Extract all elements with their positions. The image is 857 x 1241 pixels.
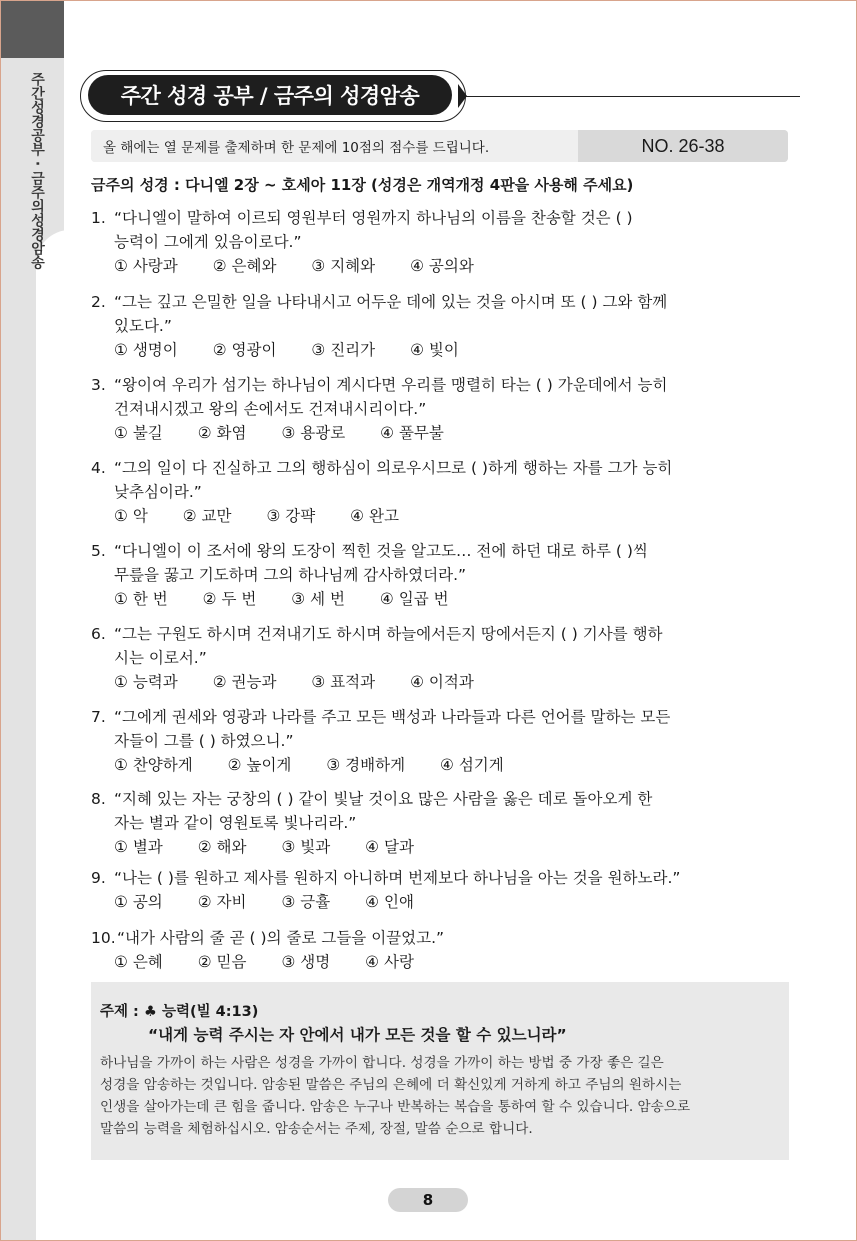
scripture-scope: 금주의 성경 : 다니엘 2장 ~ 호세아 11장 (성경은 개역개정 4판을 사용해 주세요) bbox=[91, 176, 634, 194]
options bbox=[114, 890, 444, 914]
option: ④ 달과 bbox=[365, 838, 414, 856]
question-text-line: 시는 이로서.” bbox=[114, 649, 207, 667]
question-text-line: “다니엘이 이 조서에 왕의 도장이 찍힌 것을 알고도… 전에 하던 대로 하루 ( )씩 bbox=[114, 542, 648, 560]
question-number: 1. bbox=[91, 209, 106, 227]
question-text-line: “지혜 있는 자는 궁창의 ( ) 같이 빛날 것이요 많은 사람을 옳은 데로 돌아오게 한 bbox=[114, 790, 653, 808]
question-number: 4. bbox=[91, 459, 106, 477]
issue-number: NO. 26-38 bbox=[578, 130, 788, 162]
theme-title: 주제 : ♣ 능력(빌 4:13) bbox=[100, 1004, 259, 1020]
options bbox=[114, 338, 489, 362]
question-text-line: “그에게 권세와 영광과 나라를 주고 모든 백성과 나라들과 다른 언어를 말하는 모든 bbox=[114, 708, 671, 726]
option: ① 사랑과 bbox=[114, 257, 178, 275]
theme-body-line: 말씀의 능력을 체험하십시오. 암송순서는 주제, 장절, 말씀 순으로 합니다. bbox=[100, 1121, 533, 1137]
option: ④ 사랑 bbox=[365, 953, 414, 971]
question-text-line: 무릎을 꿇고 기도하며 그의 하나님께 감사하였더라.” bbox=[114, 566, 467, 584]
option: ④ 빛이 bbox=[410, 341, 459, 359]
option: ① 찬양하게 bbox=[114, 756, 193, 774]
question-number: 9. bbox=[91, 869, 106, 887]
question-text-line: 능력이 그에게 있음이로다.” bbox=[114, 233, 302, 251]
question-text-line: “그는 구원도 하시며 건져내기도 하시며 하늘에서든지 땅에서든지 ( ) 기사를 행하 bbox=[114, 625, 663, 643]
option: ② 두 번 bbox=[202, 590, 257, 608]
option: ③ 빛과 bbox=[281, 838, 331, 856]
question-number: 3. bbox=[91, 376, 106, 394]
options bbox=[114, 950, 444, 974]
option: ③ 긍휼 bbox=[281, 893, 331, 911]
option: ① 악 bbox=[114, 507, 148, 525]
question-text-line: 낮추심이라.” bbox=[114, 483, 202, 501]
option: ② 높이게 bbox=[227, 756, 292, 774]
options bbox=[114, 504, 429, 528]
option: ② 화염 bbox=[197, 424, 247, 442]
option: ② 해와 bbox=[197, 838, 247, 856]
options bbox=[114, 670, 504, 694]
question-text-line: “왕이여 우리가 섬기는 하나님이 계시다면 우리를 맹렬히 타는 ( ) 가운데에서 능히 bbox=[114, 376, 668, 394]
question-number: 10. bbox=[91, 929, 116, 947]
option: ④ 섬기게 bbox=[440, 756, 504, 774]
question-text-line: “다니엘이 말하여 이르되 영원부터 영원까지 하나님의 이름을 찬송할 것은 ( ) bbox=[114, 209, 633, 227]
question-text-line: 있도다.” bbox=[114, 317, 172, 335]
option: ① 별과 bbox=[114, 838, 163, 856]
option: ④ 일곱 번 bbox=[379, 590, 449, 608]
theme-body-line: 하나님을 가까이 하는 사람은 성경을 가까이 합니다. 성경을 가까이 하는 방법 중 가장 좋은 길은 bbox=[100, 1055, 664, 1071]
options bbox=[114, 421, 474, 445]
option: ③ 경배하게 bbox=[326, 756, 406, 774]
question-number: 7. bbox=[91, 708, 106, 726]
option: ② 은혜와 bbox=[212, 257, 277, 275]
theme-body-line: 성경을 암송하는 것입니다. 암송된 말씀은 주님의 은혜에 더 확신있게 거하게 하고 주님의 원하시는 bbox=[100, 1077, 682, 1093]
question-text-line: 자들이 그를 ( ) 하였으니.” bbox=[114, 732, 294, 750]
question-number: 6. bbox=[91, 625, 106, 643]
option: ① 은혜 bbox=[114, 953, 163, 971]
header-rule bbox=[462, 96, 800, 97]
option: ① 한 번 bbox=[114, 590, 168, 608]
question-number: 5. bbox=[91, 542, 106, 560]
options bbox=[114, 587, 479, 611]
option: ④ 인애 bbox=[365, 893, 414, 911]
option: ① 불길 bbox=[114, 424, 163, 442]
option: ③ 지혜와 bbox=[311, 257, 376, 275]
option: ④ 공의와 bbox=[410, 257, 474, 275]
question-text-line: 건져내시겠고 왕의 손에서도 건져내시리이다.” bbox=[114, 400, 427, 418]
question-text-line: “나는 ( )를 원하고 제사를 원하지 아니하며 번제보다 하나님을 아는 것을 원하노라.” bbox=[114, 869, 681, 887]
option: ④ 완고 bbox=[350, 507, 399, 525]
question-text-line: “그의 일이 다 진실하고 그의 행하심이 의로우시므로 ( )하게 행하는 자를 그가 능히 bbox=[114, 459, 673, 477]
option: ③ 세 번 bbox=[291, 590, 345, 608]
option: ① 공의 bbox=[114, 893, 163, 911]
option: ① 능력과 bbox=[114, 673, 178, 691]
option: ③ 강퍅 bbox=[266, 507, 316, 525]
option: ③ 생명 bbox=[281, 953, 331, 971]
options bbox=[114, 753, 534, 777]
question-number: 2. bbox=[91, 293, 106, 311]
option: ③ 표적과 bbox=[311, 673, 376, 691]
option: ④ 이적과 bbox=[410, 673, 474, 691]
question-text-line: 자는 별과 같이 영원토록 빛나리라.” bbox=[114, 814, 357, 832]
memory-verse: “내게 능력 주시는 자 안에서 내가 모든 것을 할 수 있느니라” bbox=[148, 1026, 567, 1044]
option: ② 권능과 bbox=[212, 673, 277, 691]
option: ② 영광이 bbox=[212, 341, 277, 359]
side-label: 주간성경공부 · 금주의성경암송 bbox=[29, 72, 45, 270]
side-tab-dark bbox=[0, 0, 64, 58]
option: ③ 용광로 bbox=[281, 424, 346, 442]
info-notice: 올 해에는 열 문제를 출제하며 한 문제에 10점의 점수를 드립니다. bbox=[91, 130, 578, 162]
question-text-line: “내가 사람의 줄 곧 ( )의 줄로 그들을 이끌었고.” bbox=[117, 929, 445, 947]
option: ② 자비 bbox=[197, 893, 247, 911]
option: ② 믿음 bbox=[197, 953, 247, 971]
title-arrow-icon bbox=[458, 84, 467, 108]
page-number: 8 bbox=[388, 1188, 468, 1212]
page-title: 주간 성경 공부 / 금주의 성경암송 bbox=[88, 75, 452, 115]
question-text-line: “그는 깊고 은밀한 일을 나타내시고 어두운 데에 있는 것을 아시며 또 ( ) 그와 함께 bbox=[114, 293, 668, 311]
option: ① 생명이 bbox=[114, 341, 178, 359]
theme-body-line: 인생을 살아가는데 큰 힘을 줍니다. 암송은 누구나 반복하는 복습을 통하여 할 수 있습니다. 암송으로 bbox=[100, 1099, 691, 1115]
option: ④ 풀무불 bbox=[380, 424, 444, 442]
side-strip-curve bbox=[36, 230, 96, 1241]
option: ② 교만 bbox=[182, 507, 232, 525]
options bbox=[114, 835, 444, 859]
question-number: 8. bbox=[91, 790, 106, 808]
options bbox=[114, 254, 504, 278]
theme-body bbox=[100, 1052, 782, 1140]
option: ③ 진리가 bbox=[311, 341, 376, 359]
